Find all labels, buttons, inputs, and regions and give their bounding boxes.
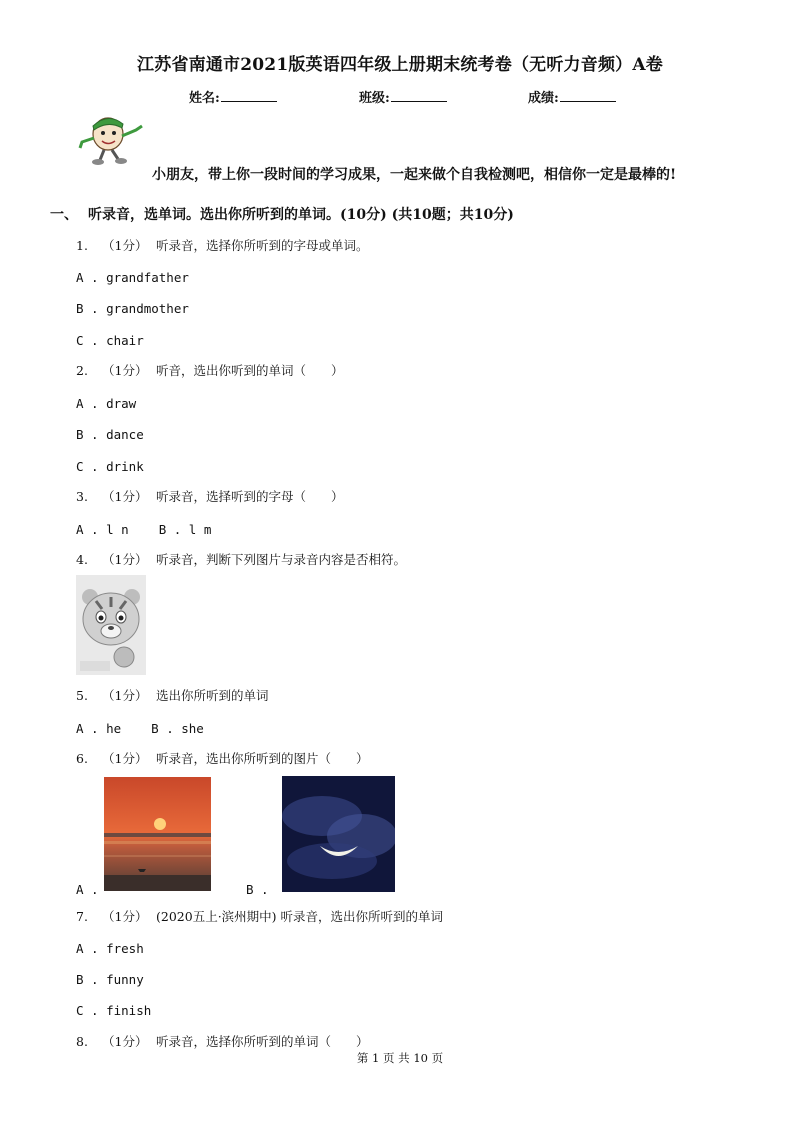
q1-option-a[interactable]: A . grandfather [76,270,189,285]
q7-option-b[interactable]: B . funny [76,972,144,987]
q2-option-a[interactable]: A . draw [76,396,137,411]
page-footer: 第 1 页 共 10 页 [356,1051,444,1065]
question-5: 5. （1分） 选出你所听到的单词 [76,688,269,703]
q2-option-c[interactable]: C . drink [76,459,144,474]
score-field: 成绩: [528,87,616,106]
question-2: 2. （1分） 听音，选出你听到的单词（ ） [76,363,344,378]
intro-text: 小朋友，带上你一段时间的学习成果，一起来做个自我检测吧，相信你一定是最棒的! [152,167,677,183]
question-1: 1. （1分） 听录音，选择你所听到的字母或单词。 [76,238,369,253]
question-6: 6. （1分） 听录音，选出你所听到的图片（ ） [76,751,369,766]
q3-option-b[interactable]: B . l m [158,522,212,537]
section-heading: 一、 听录音，选单词。选出你所听到的单词。(10分) (共10题；共10分) [50,207,514,223]
q1-option-c[interactable]: C . chair [76,333,144,348]
page-title: 江苏省南通市2021版英语四年级上册期末统考卷（无听力音频）A卷 [137,55,663,75]
q2-option-b[interactable]: B . dance [76,427,144,442]
question-7: 7. （1分） (2020五上·滨州期中) 听录音，选出你所听到的单词 [76,909,444,924]
q5-option-a[interactable]: A . he [76,721,122,736]
question-8: 8. （1分） 听录音，选择你所听到的单词（ ） [76,1034,369,1049]
q3-option-a[interactable]: A . l n [76,522,129,537]
name-field: 姓名: [189,87,277,106]
q3-options [76,522,241,537]
tiger-picture [76,575,146,675]
question-3: 3. （1分） 听录音，选择听到的字母（ ） [76,489,344,504]
moon-picture[interactable] [282,776,395,892]
q6-option-a[interactable]: A . [76,882,99,897]
q5-option-b[interactable]: B . she [151,721,204,736]
q5-options [76,721,234,736]
mascot-illustration [78,112,146,170]
q7-option-a[interactable]: A . fresh [76,941,144,956]
q7-option-c[interactable]: C . finish [76,1003,152,1018]
q1-option-b[interactable]: B . grandmother [76,301,189,316]
question-4: 4. （1分） 听录音，判断下列图片与录音内容是否相符。 [76,552,407,567]
sunset-picture[interactable] [104,777,211,891]
q6-option-b[interactable]: B . [246,882,269,897]
class-field: 班级: [359,87,447,106]
